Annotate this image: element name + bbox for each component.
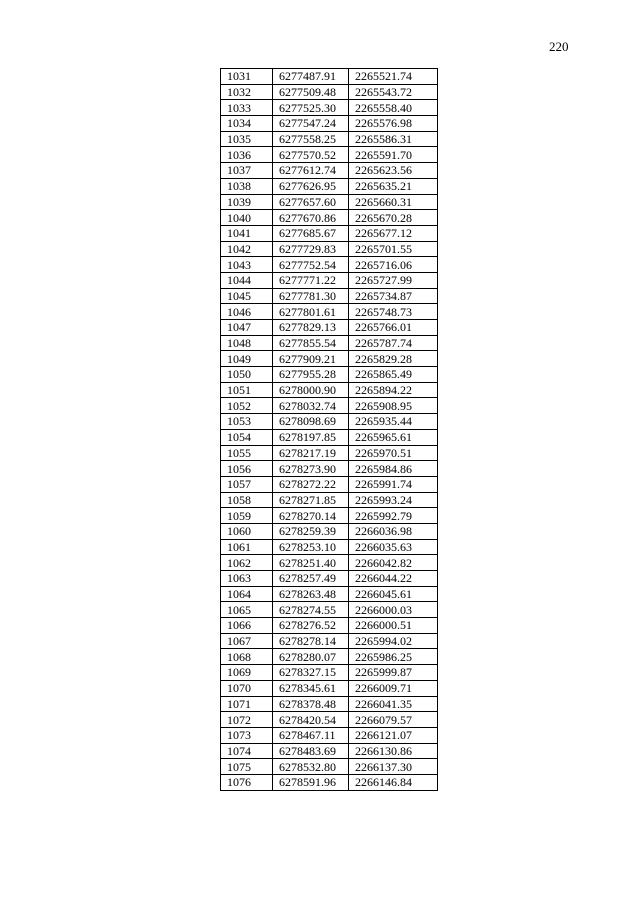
y-coordinate-cell: 2266079.57 (349, 712, 438, 728)
y-coordinate-cell: 2265986.25 (349, 649, 438, 665)
y-coordinate-cell: 2265677.12 (349, 225, 438, 241)
point-number-cell: 1066 (221, 618, 273, 634)
x-coordinate-cell: 6277547.24 (273, 116, 349, 132)
table-row (221, 367, 438, 383)
point-number-cell: 1034 (221, 116, 273, 132)
page-number: 220 (549, 39, 569, 54)
x-coordinate-cell: 6278327.15 (273, 665, 349, 681)
table-row (221, 712, 438, 728)
x-coordinate-cell: 6278483.69 (273, 743, 349, 759)
table-row (221, 429, 438, 445)
point-number-cell: 1041 (221, 225, 273, 241)
point-number-cell: 1048 (221, 335, 273, 351)
table-row (221, 649, 438, 665)
x-coordinate-cell: 6277570.52 (273, 147, 349, 163)
table-row (221, 351, 438, 367)
table-row (221, 335, 438, 351)
x-coordinate-cell: 6278217.19 (273, 445, 349, 461)
y-coordinate-cell: 2266137.30 (349, 759, 438, 775)
point-number-cell: 1044 (221, 272, 273, 288)
y-coordinate-cell: 2266036.98 (349, 523, 438, 539)
x-coordinate-cell: 6278276.52 (273, 618, 349, 634)
point-number-cell: 1050 (221, 367, 273, 383)
table-row (221, 445, 438, 461)
table-row (221, 759, 438, 775)
point-number-cell: 1040 (221, 210, 273, 226)
y-coordinate-cell: 2266042.82 (349, 555, 438, 571)
y-coordinate-cell: 2266130.86 (349, 743, 438, 759)
point-number-cell: 1054 (221, 429, 273, 445)
table-row (221, 257, 438, 273)
x-coordinate-cell: 6277558.25 (273, 131, 349, 147)
table-row (221, 523, 438, 539)
table-row (221, 571, 438, 587)
table-row (221, 665, 438, 681)
table-row (221, 100, 438, 116)
table-row (221, 84, 438, 100)
point-number-cell: 1051 (221, 382, 273, 398)
x-coordinate-cell: 6278197.85 (273, 429, 349, 445)
y-coordinate-cell: 2265670.28 (349, 210, 438, 226)
table-row (221, 210, 438, 226)
point-number-cell: 1057 (221, 476, 273, 492)
y-coordinate-cell: 2266000.51 (349, 618, 438, 634)
y-coordinate-cell: 2266044.22 (349, 571, 438, 587)
x-coordinate-cell: 6277855.54 (273, 335, 349, 351)
point-number-cell: 1036 (221, 147, 273, 163)
x-coordinate-cell: 6277487.91 (273, 69, 349, 85)
x-coordinate-cell: 6278467.11 (273, 727, 349, 743)
table-row (221, 586, 438, 602)
y-coordinate-cell: 2265623.56 (349, 163, 438, 179)
x-coordinate-cell: 6277670.86 (273, 210, 349, 226)
table-row (221, 194, 438, 210)
point-number-cell: 1063 (221, 571, 273, 587)
x-coordinate-cell: 6278032.74 (273, 398, 349, 414)
point-number-cell: 1076 (221, 774, 273, 790)
point-number-cell: 1035 (221, 131, 273, 147)
x-coordinate-cell: 6278272.22 (273, 476, 349, 492)
y-coordinate-cell: 2265660.31 (349, 194, 438, 210)
point-number-cell: 1039 (221, 194, 273, 210)
y-coordinate-cell: 2266121.07 (349, 727, 438, 743)
point-number-cell: 1047 (221, 320, 273, 336)
y-coordinate-cell: 2265984.86 (349, 461, 438, 477)
y-coordinate-cell: 2265894.22 (349, 382, 438, 398)
table-row (221, 241, 438, 257)
point-number-cell: 1062 (221, 555, 273, 571)
y-coordinate-cell: 2265999.87 (349, 665, 438, 681)
table-row (221, 304, 438, 320)
x-coordinate-cell: 6278274.55 (273, 602, 349, 618)
table-row (221, 508, 438, 524)
x-coordinate-cell: 6278271.85 (273, 492, 349, 508)
x-coordinate-cell: 6277525.30 (273, 100, 349, 116)
x-coordinate-cell: 6278263.48 (273, 586, 349, 602)
point-number-cell: 1071 (221, 696, 273, 712)
point-number-cell: 1075 (221, 759, 273, 775)
table-row (221, 555, 438, 571)
x-coordinate-cell: 6277909.21 (273, 351, 349, 367)
point-number-cell: 1056 (221, 461, 273, 477)
x-coordinate-cell: 6278259.39 (273, 523, 349, 539)
y-coordinate-cell: 2265865.49 (349, 367, 438, 383)
table-row (221, 69, 438, 85)
coordinates-table (220, 68, 438, 791)
y-coordinate-cell: 2265586.31 (349, 131, 438, 147)
y-coordinate-cell: 2266000.03 (349, 602, 438, 618)
x-coordinate-cell: 6278278.14 (273, 633, 349, 649)
point-number-cell: 1038 (221, 178, 273, 194)
point-number-cell: 1060 (221, 523, 273, 539)
point-number-cell: 1074 (221, 743, 273, 759)
x-coordinate-cell: 6277752.54 (273, 257, 349, 273)
x-coordinate-cell: 6277955.28 (273, 367, 349, 383)
x-coordinate-cell: 6278098.69 (273, 414, 349, 430)
x-coordinate-cell: 6277626.95 (273, 178, 349, 194)
y-coordinate-cell: 2265635.21 (349, 178, 438, 194)
x-coordinate-cell: 6278273.90 (273, 461, 349, 477)
y-coordinate-cell: 2265543.72 (349, 84, 438, 100)
table-row (221, 414, 438, 430)
table-row (221, 539, 438, 555)
table-row (221, 163, 438, 179)
y-coordinate-cell: 2266146.84 (349, 774, 438, 790)
x-coordinate-cell: 6278251.40 (273, 555, 349, 571)
point-number-cell: 1058 (221, 492, 273, 508)
x-coordinate-cell: 6277509.48 (273, 84, 349, 100)
table-row (221, 461, 438, 477)
point-number-cell: 1065 (221, 602, 273, 618)
table-row (221, 696, 438, 712)
y-coordinate-cell: 2265787.74 (349, 335, 438, 351)
point-number-cell: 1037 (221, 163, 273, 179)
y-coordinate-cell: 2265991.74 (349, 476, 438, 492)
point-number-cell: 1045 (221, 288, 273, 304)
y-coordinate-cell: 2265716.06 (349, 257, 438, 273)
table-row (221, 147, 438, 163)
y-coordinate-cell: 2265935.44 (349, 414, 438, 430)
table-row (221, 320, 438, 336)
y-coordinate-cell: 2265829.28 (349, 351, 438, 367)
x-coordinate-cell: 6278532.80 (273, 759, 349, 775)
x-coordinate-cell: 6277771.22 (273, 272, 349, 288)
table-row (221, 398, 438, 414)
point-number-cell: 1067 (221, 633, 273, 649)
table-row (221, 774, 438, 790)
y-coordinate-cell: 2265965.61 (349, 429, 438, 445)
y-coordinate-cell: 2265727.99 (349, 272, 438, 288)
y-coordinate-cell: 2266035.63 (349, 539, 438, 555)
table-row (221, 382, 438, 398)
table-row (221, 131, 438, 147)
x-coordinate-cell: 6277685.67 (273, 225, 349, 241)
x-coordinate-cell: 6278253.10 (273, 539, 349, 555)
point-number-cell: 1032 (221, 84, 273, 100)
point-number-cell: 1055 (221, 445, 273, 461)
point-number-cell: 1059 (221, 508, 273, 524)
point-number-cell: 1061 (221, 539, 273, 555)
x-coordinate-cell: 6278345.61 (273, 680, 349, 696)
table-row (221, 288, 438, 304)
y-coordinate-cell: 2265748.73 (349, 304, 438, 320)
point-number-cell: 1073 (221, 727, 273, 743)
x-coordinate-cell: 6277657.60 (273, 194, 349, 210)
table-row (221, 116, 438, 132)
point-number-cell: 1052 (221, 398, 273, 414)
table-row (221, 476, 438, 492)
point-number-cell: 1070 (221, 680, 273, 696)
x-coordinate-cell: 6278378.48 (273, 696, 349, 712)
y-coordinate-cell: 2265576.98 (349, 116, 438, 132)
y-coordinate-cell: 2265701.55 (349, 241, 438, 257)
coordinates-table-body (221, 69, 438, 791)
point-number-cell: 1042 (221, 241, 273, 257)
y-coordinate-cell: 2266009.71 (349, 680, 438, 696)
x-coordinate-cell: 6278420.54 (273, 712, 349, 728)
table-row (221, 602, 438, 618)
table-row (221, 618, 438, 634)
point-number-cell: 1033 (221, 100, 273, 116)
y-coordinate-cell: 2265993.24 (349, 492, 438, 508)
table-row (221, 178, 438, 194)
x-coordinate-cell: 6278280.07 (273, 649, 349, 665)
y-coordinate-cell: 2265908.95 (349, 398, 438, 414)
y-coordinate-cell: 2265766.01 (349, 320, 438, 336)
y-coordinate-cell: 2266045.61 (349, 586, 438, 602)
table-row (221, 743, 438, 759)
x-coordinate-cell: 6277612.74 (273, 163, 349, 179)
point-number-cell: 1072 (221, 712, 273, 728)
point-number-cell: 1031 (221, 69, 273, 85)
table-row (221, 680, 438, 696)
table-row (221, 272, 438, 288)
point-number-cell: 1046 (221, 304, 273, 320)
y-coordinate-cell: 2265558.40 (349, 100, 438, 116)
point-number-cell: 1053 (221, 414, 273, 430)
y-coordinate-cell: 2265992.79 (349, 508, 438, 524)
table-row (221, 727, 438, 743)
x-coordinate-cell: 6278270.14 (273, 508, 349, 524)
x-coordinate-cell: 6278591.96 (273, 774, 349, 790)
y-coordinate-cell: 2265734.87 (349, 288, 438, 304)
x-coordinate-cell: 6278257.49 (273, 571, 349, 587)
point-number-cell: 1064 (221, 586, 273, 602)
y-coordinate-cell: 2265970.51 (349, 445, 438, 461)
point-number-cell: 1049 (221, 351, 273, 367)
y-coordinate-cell: 2265994.02 (349, 633, 438, 649)
y-coordinate-cell: 2265521.74 (349, 69, 438, 85)
y-coordinate-cell: 2266041.35 (349, 696, 438, 712)
table-row (221, 633, 438, 649)
point-number-cell: 1068 (221, 649, 273, 665)
x-coordinate-cell: 6277781.30 (273, 288, 349, 304)
point-number-cell: 1069 (221, 665, 273, 681)
x-coordinate-cell: 6277801.61 (273, 304, 349, 320)
y-coordinate-cell: 2265591.70 (349, 147, 438, 163)
x-coordinate-cell: 6277829.13 (273, 320, 349, 336)
table-row (221, 225, 438, 241)
point-number-cell: 1043 (221, 257, 273, 273)
x-coordinate-cell: 6278000.90 (273, 382, 349, 398)
x-coordinate-cell: 6277729.83 (273, 241, 349, 257)
table-row (221, 492, 438, 508)
